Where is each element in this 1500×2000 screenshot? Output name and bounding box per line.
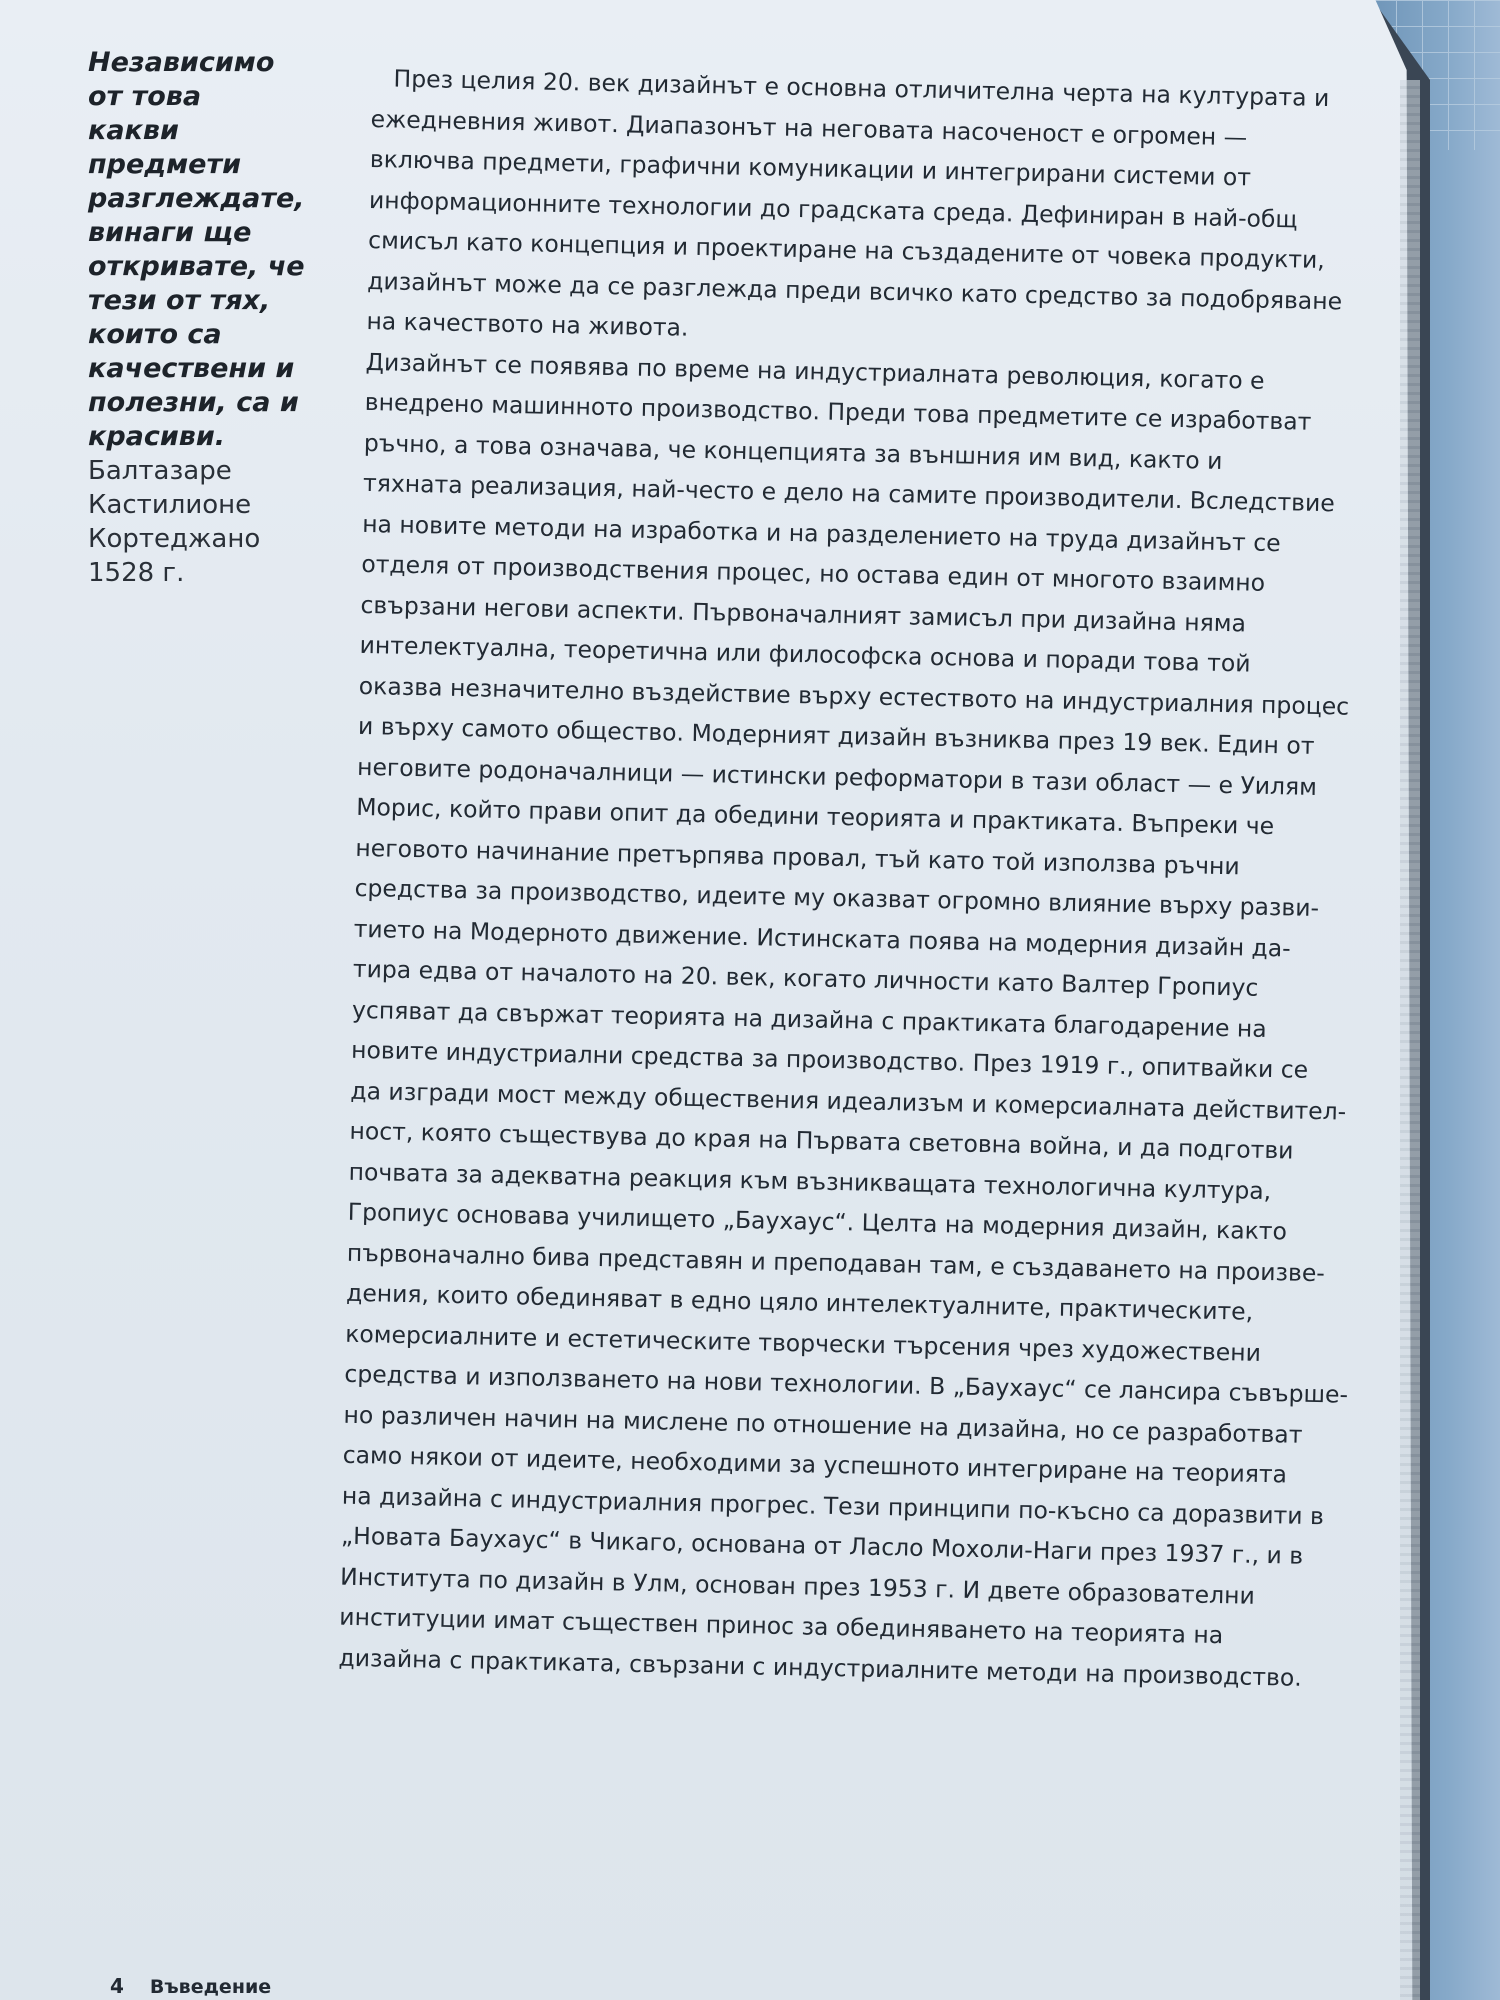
text-line: само някои от идеите, необходими за успешното интегриране на теорията [342,1440,1288,1489]
quote-line: качествени и [88,353,295,384]
text-line: внедрено машинното производство. Преди това предметите се изработват [364,387,1312,436]
quote-line: Независимо [88,47,275,78]
text-line: неговите родоначалници — истински реформатори в тази област — е Уилям [356,752,1318,801]
quote-author [88,454,333,590]
text-line: но различен начин на мислене по отношение на дизайна, но се разработват [343,1400,1303,1449]
text-line: комерсиалните и естетическите творчески търсения чрез художествени [344,1319,1262,1367]
text-line: новите индустриални средства за производство. През 1919 г., опитвайки се [350,1035,1309,1084]
text-line: дизайна с практиката, свързани с индустриалните методи на производство. [338,1643,1303,1692]
text-line: включва предмети, графични комуникации и интегрирани системи от [369,144,1252,192]
text-line: оказва незначително въздействие върху естеството на индустриалния процес [358,671,1350,721]
text-line: успяват да свържат теорията на дизайна с практиката благодарение на [351,995,1267,1043]
text-line: средства и използването на нови технологии. В „Баухаус“ се лансира съвърше- [344,1359,1349,1409]
quote-line: полезни, са и [88,387,299,418]
text-line: институции имат съществен принос за обединяването на теорията на [339,1602,1224,1650]
section-title: Въведение [149,1976,272,1998]
quote-line: откривате, че [88,251,305,282]
author-line: 1528 г. [88,558,185,588]
text-line: ежедневния живот. Диапазонът на неговата насоченост е огромен — [370,104,1248,151]
sidebar-quote [88,46,333,590]
quote-line: красиви. [88,421,226,452]
text-line: Гропиус основава училището „Баухаус“. Целта на модерния дизайн, както [347,1197,1288,1246]
text-line: и върху самото общество. Модерният дизайн възниква през 19 век. Един от [357,711,1315,760]
text-line: да изгради мост между обществения идеализъм и комерсиалната действител- [350,1076,1347,1126]
text-line: ръчно, а това означава, че концепцията за външния им вид, както и [363,428,1223,475]
text-line: на новите методи на изработка и на разделението на труда дизайнът се [361,509,1281,557]
text-line: отделя от производствения процес, но остава един от многото взаимно [361,549,1266,597]
text-line: „Новата Баухаус“ в Чикаго, основана от Ласло Мохоли-Наги през 1937 г., и в [340,1521,1304,1570]
text-line: интелектуална, теоретична или философска основа и поради това той [359,630,1251,678]
text-line: През целия 20. век дизайнът е основна отличителна черта на културата и [393,64,1330,113]
quote-line: които са [88,319,222,350]
page-footer [110,1974,271,1998]
main-text [338,58,1382,1699]
quote-line: винаги ще [88,217,252,248]
text-line: неговото начинание претърпява провал, тъй като той използва ръчни [355,833,1240,880]
author-line: Кортеджано [88,524,261,554]
text-line: на дизайна с индустриалния прогрес. Тези принципи по-късно са доразвити в [341,1481,1325,1530]
text-line: тяхната реализация, най-често е дело на самите производители. Вследствие [362,468,1336,518]
text-line: ност, която съществува до края на Първата световна война, и да подготви [349,1116,1294,1165]
text-line: Дизайнът се появява по време на индустриалната революция, когато е [365,347,1265,395]
text-line: тира едва от началото на 20. век, когато личности като Валтер Гропиус [352,954,1259,1002]
author-line: Кастилионе [88,490,252,520]
text-line: дизайнът може да се разглежда преди всичко като средство за подобряване [367,266,1343,315]
text-line: на качеството на живота. [366,306,689,342]
text-line: почвата за адекватна реакция към възникващата технологична култура, [348,1157,1272,1205]
quote-line: какви [88,115,179,146]
quote-line: предмети [88,149,242,180]
text-line: първоначално бива представян и преподаван там, е създаването на произве- [346,1238,1326,1287]
page-number: 4 [110,1974,124,1998]
quote-line: разглеждате, [88,183,305,214]
text-line: смисъл като концепция и проектиране на създадените от човека продукти, [367,225,1326,274]
text-line: Института по дизайн в Улм, основан през 1953 г. И двете образователни [339,1562,1256,1610]
page-binding-edge [1400,80,1420,2000]
text-line: информационните технологии до градската среда. Дефиниран в най-общ [368,185,1298,233]
text-line: свързани негови аспекти. Първоначалният замисъл при дизайна няма [360,590,1247,637]
text-line: дения, които обединяват в едно цяло интелектуалните, практическите, [345,1278,1254,1326]
paragraph-1 [366,58,1382,363]
text-line: Морис, който прави опит да обедини теорията и практиката. Въпреки че [356,792,1275,841]
text-line: тието на Модерното движение. Истинската поява на модерния дизайн да- [353,914,1292,962]
paragraph-2 [338,341,1376,1698]
author-line: Балтазаре [88,456,232,486]
quote-line: от това [88,81,202,112]
quote-line: тези от тях, [88,285,271,316]
quote-text [88,46,333,454]
text-line: средства за производство, идеите му оказват огромно влияние върху разви- [354,873,1320,923]
